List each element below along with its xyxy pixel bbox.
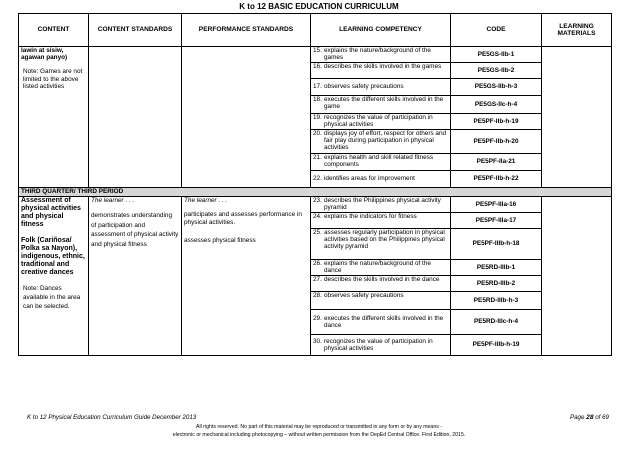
header-performance-standards: PERFORMANCE STANDARDS (182, 14, 311, 47)
competency-cell: 17. observes safety precautions (311, 79, 451, 96)
footer-page-total: of 69 (595, 414, 609, 421)
competency-cell: 21. explains health and skill related fitness components (311, 154, 451, 171)
competency-cell: 28. observes safety precautions (311, 292, 451, 310)
code-cell: PE5PF-IIIa-16 (451, 197, 542, 213)
code-cell: PE5RD-IIIb-h-3 (451, 292, 542, 310)
header-code: CODE (451, 14, 542, 47)
content-title-dances: Folk (Cariñosa/ Polka sa Nayon), indigenous, ethnic, traditional and creative dances (21, 237, 85, 276)
competency-cell: 23. describes the Philippines physical activity pyramid (311, 197, 451, 213)
code-cell: PE5PF-IIIb-h-19 (451, 335, 542, 356)
code-cell: PE5GS-IIc-h-4 (451, 96, 542, 114)
competency-cell: 15. explains the nature/background of the games (311, 47, 451, 63)
standards-lead: The learner . . . (91, 197, 135, 204)
quarter-label: THIRD QUARTER/ THIRD PERIOD (19, 188, 612, 197)
competency-cell: 25. assesses regularly participation in physical activities based on the Philippines physical activity pyramid (311, 229, 451, 260)
footer-rights-line-1: All rights reserved. No part of this material may be reproduced or transmitted in any form or by any means - (196, 424, 442, 430)
content-standards-cell (89, 197, 182, 356)
competency-cell: 19. recognizes the value of participation in physical activities (311, 114, 451, 130)
competency-cell: 18. executes the different skills involved in the game (311, 96, 451, 114)
performance-standards-cell (182, 47, 311, 188)
competency-cell: 29. executes the different skills involved in the dance (311, 310, 451, 335)
materials-cell (542, 47, 612, 188)
code-cell: PE5PF-IIIa-17 (451, 213, 542, 229)
content-title: lawin at sisiw, agawan panyo) (21, 47, 68, 62)
competency-cell: 22. identifies areas for improvement (311, 171, 451, 188)
code-cell: PE5RD-IIIb-2 (451, 276, 542, 292)
performance-lead: The learner . . . (184, 197, 228, 204)
competency-cell: 30. recognizes the value of participation in physical activities (311, 335, 451, 356)
competency-cell: 20. displays joy of effort, respect for others and fair play during participation in physical activities (311, 130, 451, 154)
code-cell: PE5PF-IIIb-h-18 (451, 229, 542, 260)
header-content: CONTENT (19, 14, 89, 47)
curriculum-table (18, 13, 612, 356)
footer-guide-title: K to 12 Physical Education Curriculum Guide December 2013 (27, 414, 197, 421)
code-cell: PE5PF-IIb-h-22 (451, 171, 542, 188)
table-header-row (19, 14, 612, 47)
competency-cell: 27. describes the skills involved in the dance (311, 276, 451, 292)
code-cell: PE5PF-IIb-h-19 (451, 114, 542, 130)
performance-text: participates and assesses performance in physical activities. (184, 211, 302, 227)
table-row (19, 47, 612, 63)
footer-rights-line-2: electronic or mechanical including photocopying – without written permission from the DepEd Central Office. First Edition, 2015. (172, 432, 466, 438)
code-cell: PE5RD-IIIb-1 (451, 260, 542, 276)
footer-page-number (570, 414, 609, 421)
content-note: Note: Games are not limited to the above listed activities (23, 68, 83, 90)
performance-standards-cell (182, 197, 311, 356)
content-cell-section1 (19, 47, 89, 188)
competency-cell: 16. describes the skills involved in the games (311, 63, 451, 79)
content-standards-cell (89, 47, 182, 188)
competency-cell: 24. explains the indicators for fitness (311, 213, 451, 229)
content-title: Assessment of physical activities and physical fitness (21, 197, 81, 228)
content-cell-section2 (19, 197, 89, 356)
code-cell: PE5PF-IIb-h-20 (451, 130, 542, 154)
content-note: Note: Dances available in the area can be selected. (23, 285, 81, 310)
header-learning-competency: LEARNING COMPETENCY (311, 14, 451, 47)
code-cell: PE5GS-IIb-h-3 (451, 79, 542, 96)
performance-text-2: assesses physical fitness (184, 237, 256, 245)
footer-page-current: 28 (586, 414, 594, 421)
materials-cell (542, 197, 612, 356)
code-cell: PE5PF-IIa-21 (451, 154, 542, 171)
code-cell: PE5GS-IIb-2 (451, 63, 542, 79)
document-title: K to 12 BASIC EDUCATION CURRICULUM (239, 2, 399, 11)
quarter-row (19, 188, 612, 197)
code-cell: PE5GS-IIb-1 (451, 47, 542, 63)
competency-cell: 26. explains the nature/background of the dance (311, 260, 451, 276)
code-cell: PE5RD-IIIc-h-4 (451, 310, 542, 335)
table-row (19, 197, 612, 213)
standards-text: demonstrates understanding of participation and assessment of physical activity and physical fitness (91, 212, 179, 248)
header-learning-materials: LEARNING MATERIALS (542, 14, 612, 47)
header-content-standards: CONTENT STANDARDS (89, 14, 182, 47)
footer-page-label: Page (569, 414, 585, 421)
